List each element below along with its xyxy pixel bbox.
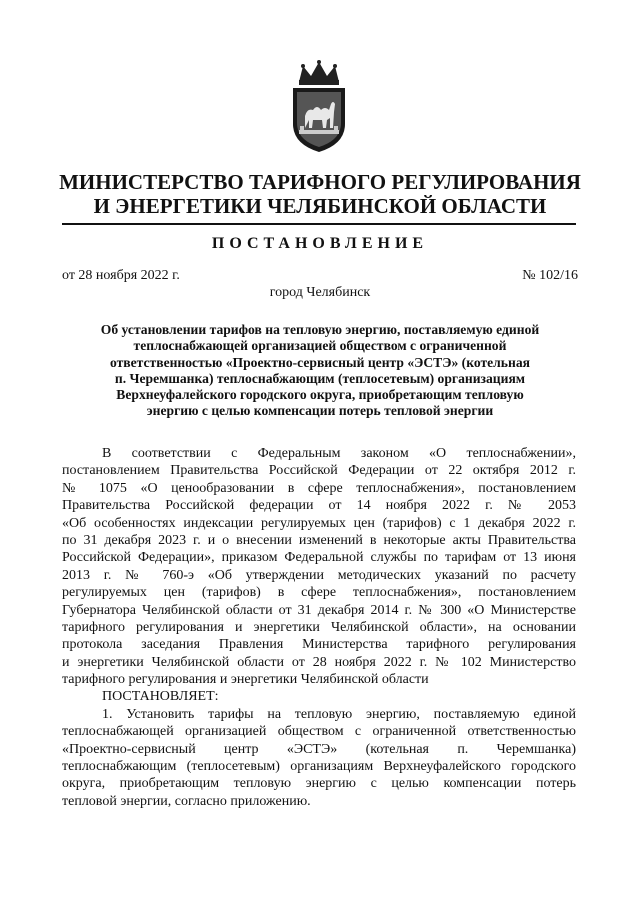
preamble-line: Российской Федерации», приказом Федеральной службы по тарифам от 13 июня — [62, 550, 576, 566]
preamble-line: тарифного регулирования и энергетики Челябинской области — [62, 672, 429, 688]
subject-line: п. Черемшанка) теплоснабжающим (теплосетевым) организациям — [114, 370, 526, 386]
ministry-title-line1: МИНИСТЕРСТВО ТАРИФНОГО РЕГУЛИРОВАНИЯ — [59, 170, 581, 194]
preamble-line: тарифного регулирования и энергетики Челябинской области», на основании — [62, 619, 576, 635]
resolves-heading: ПОСТАНОВЛЯЕТ: — [102, 689, 219, 705]
subject-line: энергию с целью компенсации потерь тепловой энергии — [146, 403, 494, 419]
subject-line: Об установлении тарифов на тепловую энергию, поставляемую единой — [100, 322, 540, 337]
item1-line: тепловой энергии, согласно приложению. — [62, 793, 311, 809]
preamble-line: Губернатора Челябинской области от 31 декабря 2014 г. № 300 «О Министерстве — [62, 602, 576, 618]
document-date: от 28 ноября 2022 г. — [62, 268, 180, 283]
preamble-line: В соответствии с Федеральным законом «О теплоснабжении», — [102, 446, 576, 461]
document-subject — [74, 322, 566, 420]
document-city: город Челябинск — [269, 285, 371, 300]
header-divider — [62, 223, 576, 225]
document-body — [62, 445, 576, 810]
preamble-line: и энергетики Челябинской области от 28 ноября 2022 г. № 102 Министерство — [62, 654, 576, 670]
item1-line: округа, приобретающим тепловую энергию с целью компенсации потерь — [62, 776, 576, 792]
chelyabinsk-coat-of-arms-icon — [287, 60, 351, 156]
document-number: № 102/16 — [522, 268, 578, 283]
item1-line: «Проектно-сервисный центр «ЭСТЭ» (котельная п. Черемшанка) — [62, 741, 576, 757]
item1-line: 1. Установить тарифы на тепловую энергию, поставляемую единой — [102, 706, 576, 722]
preamble-line: № 1075 «О ценообразовании в сфере теплоснабжения», постановлением — [62, 480, 576, 496]
preamble-line: 2013 г. № 760-э «Об утверждении методических указаний по расчету — [62, 567, 576, 583]
subject-line: ответственностью «Проектно-сервисный центр «ЭСТЭ» (котельная — [110, 354, 530, 370]
preamble-line: «Об особенностях индексации регулируемых цен (тарифов) с 1 декабря 2022 г. — [62, 515, 576, 531]
document-type: ПОСТАНОВЛЕНИЕ — [211, 235, 429, 252]
item1-line: теплоснабжающим (теплосетевым) организациям Верхнеуфалейского городского — [62, 759, 576, 775]
preamble-line: по 31 декабря 2023 г. и о внесении изменений в некоторые акты Правительства — [62, 532, 576, 548]
preamble-line: регулируемых цен (тарифов) в сфере теплоснабжения», постановлением — [62, 585, 576, 601]
preamble-line: Правительства Российской федерации от 14 ноября 2022 г. № 2053 — [62, 498, 576, 514]
item1-line: теплоснабжающей организацией обществом с ограниченной ответственностью — [62, 724, 576, 740]
ministry-title-line2: И ЭНЕРГЕТИКИ ЧЕЛЯБИНСКОЙ ОБЛАСТИ — [93, 194, 547, 218]
preamble-line: постановлением Правительства Российской Федерации от 22 октября 2012 г. — [62, 463, 576, 479]
subject-line: Верхнеуфалейского городского округа, приобретающим тепловую — [116, 387, 524, 403]
preamble-line: протокола заседания Правления Министерства тарифного регулирования — [62, 637, 576, 653]
subject-line: теплоснабжающей организацией обществом с ограниченной — [133, 338, 507, 354]
